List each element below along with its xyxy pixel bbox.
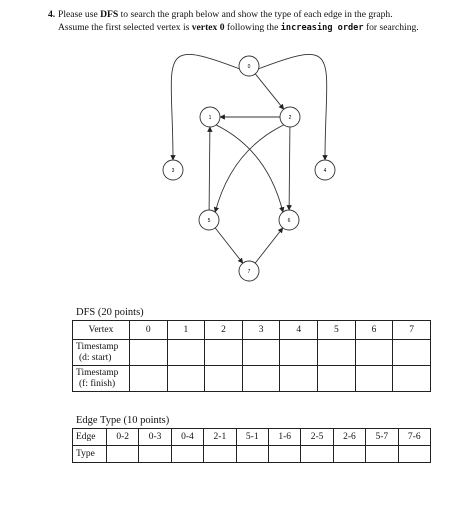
dfs-cell[interactable] (129, 340, 167, 366)
dfs-header-2: 2 (205, 321, 243, 340)
edge-7-6 (255, 228, 283, 263)
edge-5-1 (209, 127, 210, 210)
dfs-cell[interactable] (355, 340, 393, 366)
line1-post: to search the graph below and show the type of each edge in the graph. (118, 9, 393, 20)
edge-5-7 (215, 228, 243, 263)
edge-header-0-4: 0-4 (171, 429, 203, 446)
dfs-cell[interactable] (167, 340, 205, 366)
edge-header-0-2: 0-2 (107, 429, 139, 446)
edge-header-5-7: 5-7 (366, 429, 398, 446)
line1-bold: DFS (100, 9, 119, 20)
edge-header-5-1: 5-1 (236, 429, 268, 446)
dfs-cell[interactable] (318, 366, 356, 392)
row-label-line2: (f: finish) (79, 378, 116, 389)
line2-bold2: increasing order (280, 22, 364, 33)
edge-type-title: Edge Type (10 points) (76, 415, 170, 426)
node-label: 1 (208, 115, 212, 121)
edge-type-row-label: Type (73, 446, 107, 463)
dfs-cell[interactable] (280, 340, 318, 366)
edge-type-cell[interactable] (366, 446, 398, 463)
node-7 (239, 261, 259, 281)
edge-type-cell[interactable] (333, 446, 365, 463)
dfs-cell[interactable] (167, 366, 205, 392)
node-label: 0 (247, 64, 251, 70)
node-label: 4 (323, 168, 327, 174)
edge-type-cell[interactable] (171, 446, 203, 463)
line2-mid: following the (224, 21, 281, 33)
dfs-cell[interactable] (393, 340, 431, 366)
edge-type-row (73, 446, 431, 463)
edge-type-table (72, 428, 431, 463)
edge-type-cell[interactable] (268, 446, 300, 463)
edge-header-2-1: 2-1 (204, 429, 236, 446)
node-label: 6 (287, 218, 291, 224)
edge-header-row (73, 429, 431, 446)
dfs-cell[interactable] (318, 340, 356, 366)
node-0 (239, 56, 259, 76)
dfs-header-6: 6 (355, 321, 393, 340)
dfs-header-row (73, 321, 431, 340)
dfs-cell[interactable] (242, 340, 280, 366)
edge-0-3 (171, 54, 240, 160)
line2-bold: vertex 0 (191, 21, 225, 33)
row-label-line1: Timestamp (76, 367, 119, 378)
node-4 (315, 160, 335, 180)
edge-type-cell[interactable] (204, 446, 236, 463)
dfs-cell[interactable] (355, 366, 393, 392)
node-3 (163, 160, 183, 180)
dfs-row-start (73, 340, 431, 366)
edge-header-1-6: 1-6 (268, 429, 300, 446)
node-label: 7 (247, 269, 251, 275)
edge-header-label: Edge (73, 429, 107, 446)
node-1 (200, 107, 220, 127)
edge-header-0-3: 0-3 (139, 429, 171, 446)
edge-2-5 (215, 125, 284, 212)
dfs-header-0: 0 (129, 321, 167, 340)
line2-post: for searching. (363, 21, 419, 33)
dfs-row-label (73, 366, 130, 392)
edge-type-cell[interactable] (107, 446, 139, 463)
node-label: 2 (288, 115, 292, 121)
node-5 (199, 210, 219, 230)
dfs-cell[interactable] (393, 366, 431, 392)
dfs-header-1: 1 (167, 321, 205, 340)
dfs-table (72, 320, 431, 392)
dfs-title: DFS (20 points) (76, 307, 144, 318)
dfs-cell[interactable] (242, 366, 280, 392)
node-label: 3 (171, 168, 175, 174)
dfs-header-7: 7 (393, 321, 431, 340)
dfs-header-5: 5 (318, 321, 356, 340)
dfs-cell[interactable] (205, 340, 243, 366)
dfs-header-vertex: Vertex (73, 321, 130, 340)
dfs-header-3: 3 (242, 321, 280, 340)
dfs-row-label (73, 340, 130, 366)
edge-header-2-5: 2-5 (301, 429, 333, 446)
edge-type-cell[interactable] (398, 446, 430, 463)
edge-2-6 (289, 127, 290, 210)
question-number: 4. (48, 9, 56, 20)
node-2 (280, 107, 300, 127)
row-label-line1: Timestamp (76, 341, 119, 352)
dfs-header-4: 4 (280, 321, 318, 340)
edge-1-6 (216, 125, 283, 212)
dfs-cell[interactable] (280, 366, 318, 392)
dfs-row-finish (73, 366, 431, 392)
line1-pre: Please use (58, 9, 101, 20)
dfs-cell[interactable] (129, 366, 167, 392)
edge-type-cell[interactable] (301, 446, 333, 463)
node-label: 5 (207, 218, 211, 224)
edge-type-cell[interactable] (139, 446, 171, 463)
edge-header-2-6: 2-6 (333, 429, 365, 446)
node-6 (279, 210, 299, 230)
dfs-cell[interactable] (205, 366, 243, 392)
edge-header-7-6: 7-6 (398, 429, 430, 446)
row-label-line2: (d: start) (79, 352, 112, 363)
line2-pre: Assume the first selected vertex is (58, 21, 192, 33)
edge-0-2 (255, 74, 283, 109)
edge-type-cell[interactable] (236, 446, 268, 463)
